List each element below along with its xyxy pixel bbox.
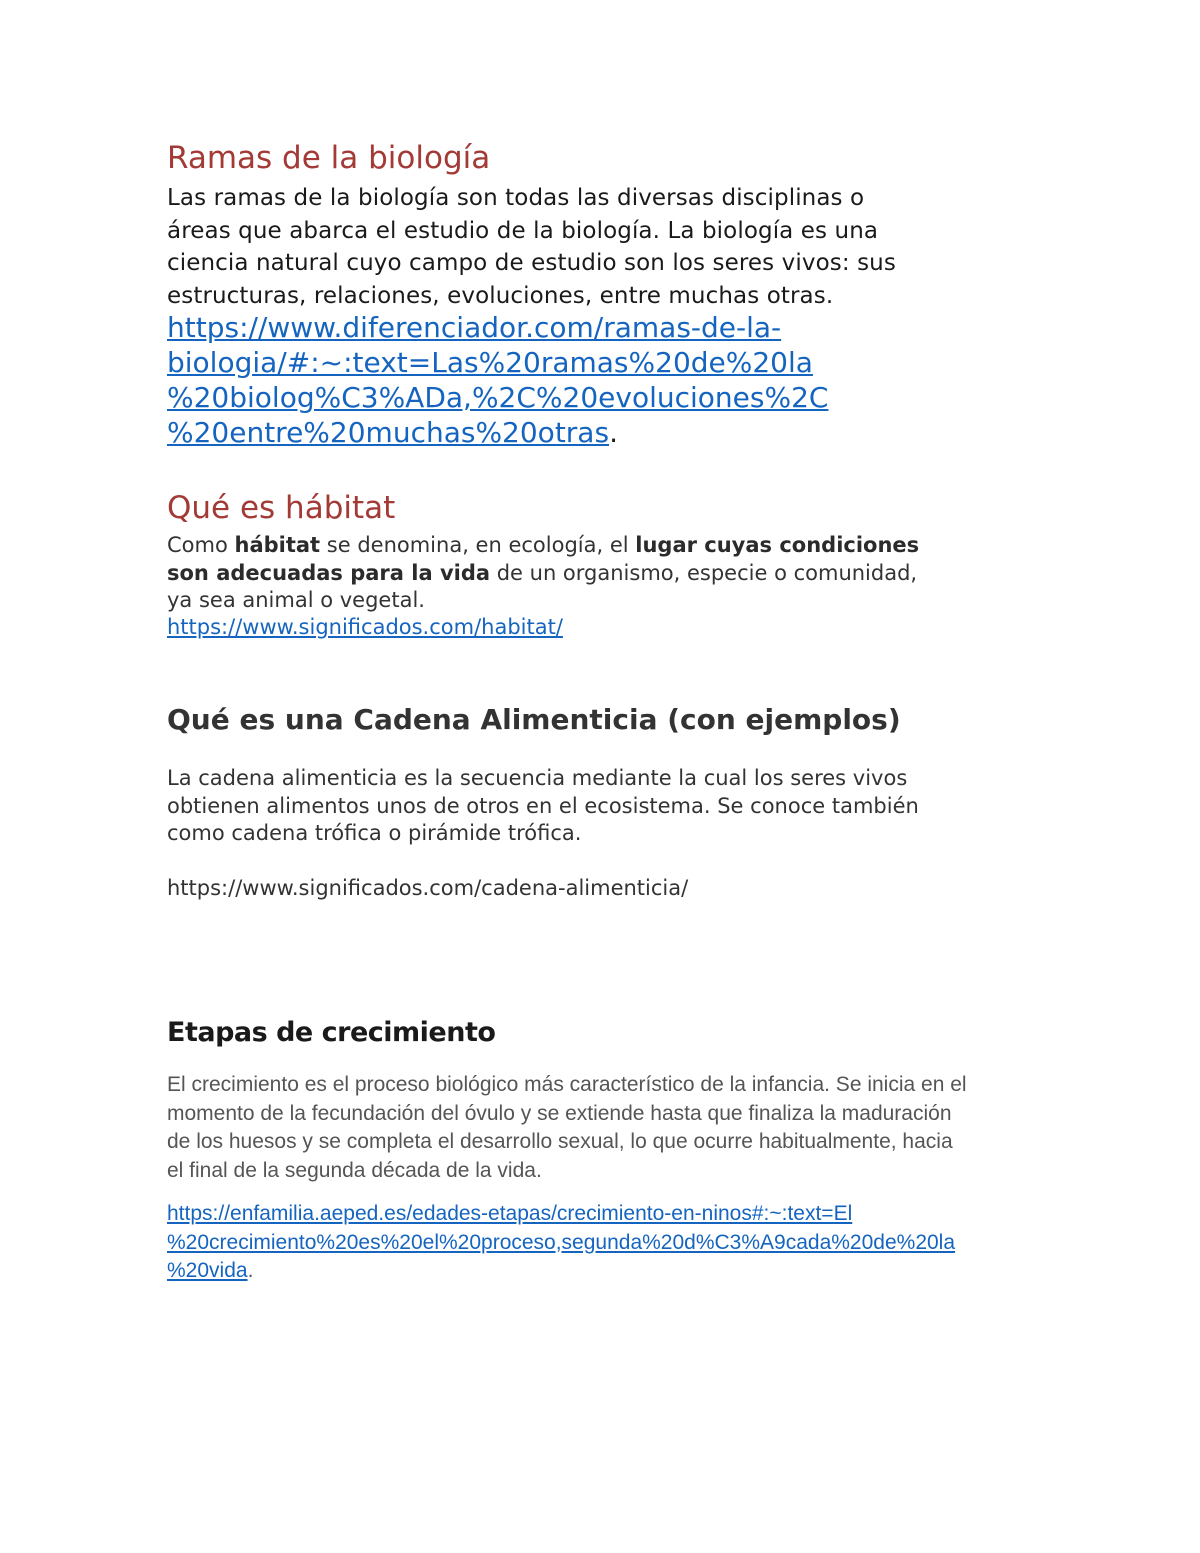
heading-ramas-biologia: Ramas de la biología [167,140,491,176]
link-block-enfamilia [167,1200,1047,1286]
link-diferenciador-line3[interactable]: %20biolog%C3%ADa,%2C%20evoluciones%2C [167,381,829,414]
link-enfamilia-line3[interactable]: %20vida [167,1259,248,1282]
link-significados-habitat[interactable]: https://www.significados.com/habitat/ [167,615,563,639]
link-block-diferenciador [167,310,1047,450]
link-block-habitat [167,614,563,641]
bold-run: son adecuadas para la vida [167,560,491,585]
link-diferenciador-line1[interactable]: https://www.diferenciador.com/ramas-de-la- [167,311,782,344]
paragraph-line: Las ramas de la biología son todas las diversas disciplinas o [167,185,865,211]
paragraph-line: La cadena alimenticia es la secuencia mediante la cual los seres vivos [167,766,908,790]
paragraph-line: el final de la segunda década de la vida. [167,1158,542,1182]
link-period: . [609,416,618,449]
text-run: de un organismo, especie o comunidad, [490,560,918,585]
heading-cadena-alimenticia: Qué es una Cadena Alimenticia (con ejemplos) [167,703,901,736]
paragraph-ramas-biologia [167,182,1047,312]
text-run: ya sea animal o vegetal. [167,588,425,612]
link-enfamilia-line1[interactable]: https://enfamilia.aeped.es/edades-etapas/crecimiento-en-ninos#:~:text=El [167,1202,853,1225]
paragraph-line: de los huesos y se completa el desarrollo sexual, lo que ocurre habitualmente, hacia [167,1130,953,1153]
text-run: Como [167,533,235,557]
paragraph-etapas-crecimiento [167,1071,1047,1185]
paragraph-habitat [167,532,1047,615]
paragraph-line: áreas que abarca el estudio de la biología. La biología es una [167,217,879,244]
link-enfamilia-line2[interactable]: %20crecimiento%20es%20el%20proceso,segunda%20d%C3%A9cada%20de%20la [167,1230,956,1254]
bold-run: lugar cuyas condiciones [635,533,920,557]
link-diferenciador-line2[interactable]: biologia/#:~:text=Las%20ramas%20de%20la [167,346,813,379]
link-period: . [247,1259,254,1282]
paragraph-line: estructuras, relaciones, evoluciones, entre muchas otras. [167,282,834,309]
bold-run: hábitat [234,533,321,557]
text-run: se denomina, en ecología, el [320,533,636,557]
paragraph-line: momento de la fecundación del óvulo y se extiende hasta que finaliza la maduración [167,1101,952,1125]
link-diferenciador-line4[interactable]: %20entre%20muchas%20otras [167,416,610,449]
heading-etapas-crecimiento: Etapas de crecimiento [167,1017,496,1048]
heading-que-es-habitat: Qué es hábitat [167,490,396,526]
paragraph-cadena-alimenticia [167,765,1047,848]
paragraph-line: como cadena trófica o pirámide trófica. [167,821,582,845]
paragraph-line: El crecimiento es el proceso biológico más característico de la infancia. Se inicia en el [167,1073,967,1096]
paragraph-line: ciencia natural cuyo campo de estudio son los seres vivos: sus [167,250,896,276]
url-cadena-alimenticia: https://www.significados.com/cadena-alimenticia/ [167,876,689,900]
paragraph-line: obtienen alimentos unos de otros en el ecosistema. Se conoce también [167,793,919,818]
